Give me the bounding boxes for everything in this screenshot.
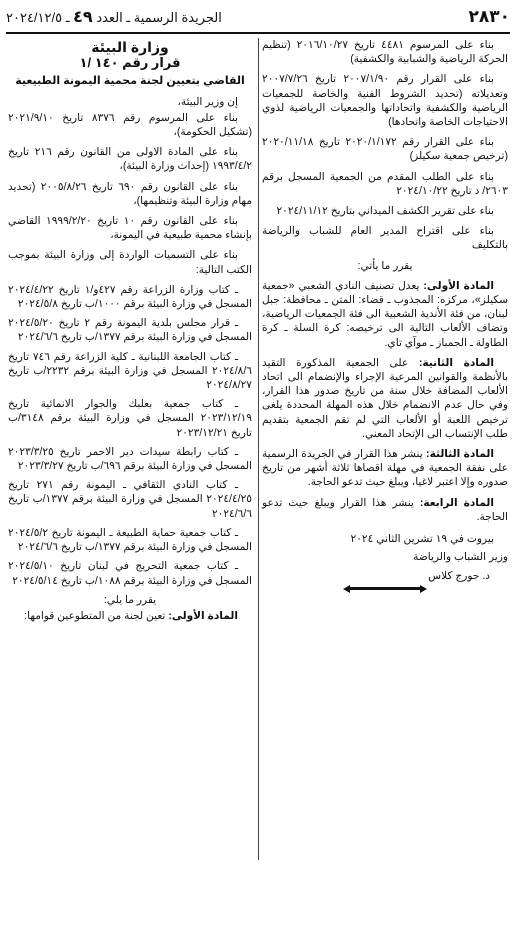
decision-title: القاضي بتعيين لجنة محمية اليمونة الطبيعية (15, 75, 245, 88)
left-column (8, 38, 252, 629)
preamble-paragraph: بناء على المرسوم ٤٤٨١ تاريخ ٢٠١٦/١٠/٢٧ (تنظيم الحركة الرياضية والشبابية والكشفية) (262, 39, 508, 66)
decides-heading: يقرر ما يلي: (103, 593, 157, 606)
letter-item: ـ كتاب النادي الثقافي ـ اليمونة رقم ٢٧١ تاريخ ٢٠٢٤/٤/٢٥ المسجل في وزارة البيئة برقم ١٣٧٧/ب تاريخ ٢٠٢٤/٦/٦ (8, 479, 252, 520)
column-divider (258, 38, 259, 860)
signature-block (262, 532, 508, 583)
letter-item: ـ كتاب الجامعة اللبنانية ـ كلية الزراعة رقم ٧٤٦ تاريخ ٢٠٢٤/٨/٦ المسجل في وزارة البيئة برقم ٢٢٣٢/ب تاريخ ٢٠٢٤/٨/٢٧ (8, 350, 252, 392)
page-header (6, 6, 510, 28)
letter-item: ـ كتاب جمعية حماية الطبيعة ـ اليمونة تاريخ ٢٠٢٤/٥/٢ المسجل في وزارة البيئة برقم ١٣٧٧/ب تاريخ ٢٠٢٤/٦/٦ (8, 526, 252, 554)
letter-item: ـ كتاب رابطة سيدات دير الاحمر تاريخ ٢٠٢٣/٣/٢٥ المسجل في وزارة البيئة برقم ٦٩٦/ب تاريخ ٢٠٢٣/٣/٢٧ (8, 445, 252, 473)
decision-number: قرار رقم ١٤٠ /١ (79, 55, 181, 71)
preamble-paragraph: بناء على تقرير الكشف الميداني بتاريخ ٢٠٢٤/١١/١٢ (276, 205, 494, 218)
article-text: يعدل تصنيف النادي الشعبي «جمعية سكيلز»، مركزه: المجذوب ـ قضاء: المتن ـ محافظة: جبل لبنان، من فئة الأندية الشعبية الى فئة الجمعيات الرياضية، وتضاف الألعاب التالية الى ترخيصه: كرة السلة ـ كرة الطاولة ـ الجمباز ـ موآي تاي. (262, 279, 508, 349)
preamble-paragraph: إن وزير البيئة، (177, 95, 238, 108)
article (8, 609, 252, 623)
gazette-prefix: الجريدة الرسمية ـ العدد (96, 10, 222, 25)
preamble-paragraph: بناء على القانون رقم ٦٩٠ تاريخ ٢٠٠٥/٨/٢٦ (تحديد مهام وزارة البيئة وتنظيمها)، (8, 180, 252, 207)
preamble-paragraph: بناء على الطلب المقدم من الجمعية المسجل برقم ٢٦٠٣/ د تاريخ ٢٠٢٤/١٠/٢٢ (262, 170, 508, 197)
article-label: المادة الأولى: (423, 279, 494, 292)
ministry-heading: وزارة البيئة (91, 39, 169, 55)
signature-name: د. جورج كلاس (428, 569, 490, 582)
signature-place-date: بيروت في ١٩ تشرين الثاني ٢٠٢٤ (350, 533, 494, 546)
article-text: تعين لجنة من المتطوعين قوامها: (24, 609, 166, 622)
preamble-paragraph: بناء على التسميات الواردة إلى وزارة البيئة بموجب الكتب التالية: (8, 249, 252, 276)
article (262, 496, 508, 524)
letter-item: ـ كتاب وزارة الزراعة رقم ٤٢٧و/١ تاريخ ٢٠٢٤/٤/٢٢ المسجل في وزارة البيئة برقم ١٠٠٠/ب تاريخ ٢٠٢٤/٥/٨ (8, 283, 252, 311)
article-label: المادة الأولى: (168, 609, 238, 622)
right-column (262, 38, 508, 590)
article (262, 279, 508, 350)
letter-item: ـ كتاب جمعية بعلبك والجوار الانمائية تاريخ ٢٠٢٣/١٢/١٩ المسجل في وزارة البيئة برقم ٣١٤٨/ب تاريخ ٢٠٢٣/١٢/٢١ (8, 398, 252, 439)
issue-number: ٤٩ (73, 9, 93, 26)
article-label: المادة الثانية: (418, 356, 494, 369)
article (262, 356, 508, 441)
article-label: المادة الرابعة: (419, 496, 494, 509)
article (262, 447, 508, 490)
letter-item: ـ قرار مجلس بلدية اليمونة رقم ٢ تاريخ ٢٠٢٤/٥/٢٠ المسجل في وزارة البيئة برقم ١٣٧٧/ب تاريخ ٢٠٢٤/٦/٦ (8, 317, 252, 344)
issue-date: ـ ٢٠٢٤/١٢/٥ (6, 10, 70, 25)
gazette-issue-line (6, 7, 222, 27)
signature-title: وزير الشباب والرياضة (413, 551, 508, 564)
article-label: المادة الثالثة: (426, 448, 494, 461)
section-divider (350, 587, 420, 590)
article-text: على الجمعية المذكورة التقيد بالأنظمة والقوانين المرعية الإجراء والإنضمام الى اتحاد الألعاب المضافة خلال سنة من تاريخ صدور هذا القرار، وفي حال عدم الانضمام خلال هذه المهلة المحددة يلغى ترخيص اللعبة أو الألعاب التي لم تقم الجمعية بتقديم طلب الإنتساب الى الإتحاد المعني. (262, 356, 508, 440)
page-number: ٢٨٣٠ (468, 7, 510, 27)
article-text: ينشر هذا القرار ويبلغ حيث تدعو الحاجة. (262, 496, 508, 523)
header-rule (6, 32, 510, 34)
preamble-paragraph: بناء على المادة الاولى من القانون رقم ٢١٦ تاريخ ١٩٩٣/٤/٢ (إحداث وزارة البيئة)، (8, 146, 252, 173)
preamble-paragraph: بناء على اقتراح المدير العام للشباب والرياضة بالتكليف (262, 225, 508, 252)
preamble-paragraph: بناء على المرسوم رقم ٨٣٧٦ تاريخ ٢٠٢١/٩/١٠ (تشكيل الحكومة)، (8, 111, 252, 139)
preamble-paragraph: بناء على القانون رقم ١٠ تاريخ ١٩٩٩/٢/٢٠ القاضي بإنشاء محمية طبيعية في اليمونة، (8, 215, 252, 242)
decides-heading: يقرر ما يأتي: (357, 259, 413, 272)
preamble-paragraph: بناء على القرار رقم ٢٠٢٠/١/١٧٢ تاريخ ٢٠٢٠/١١/١٨ (ترخيص جمعية سكيلز) (262, 136, 508, 163)
preamble-paragraph: بناء على القرار رقم ٢٠٠٧/١/٩٠ تاريخ ٢٠٠٧/٧/٢٦ وتعديلاته (تحديد الشروط الفنية والخاصة للجمعيات الرياضية والكشفية واتحاداتها والجمعيات الرياضية لذوي الاحتياجات الخاصة واتحادها) (262, 73, 508, 129)
letter-item: ـ كتاب جمعية التحريج في لبنان تاريخ ٢٠٢٤/٥/١٠ المسجل في وزارة البيئة برقم ١٠٨٨/ب تاريخ ٢٠٢٤/٥/١٤ (8, 560, 252, 587)
article-text: ينشر هذا القرار في الجريدة الرسمية على نفقة الجمعية في مهلة اقصاها ثلاثة أشهر من تاريخ صدوره وإلا اعتبر لاغيا، ويبلغ حيث تدعو الحاجة. (262, 448, 508, 489)
